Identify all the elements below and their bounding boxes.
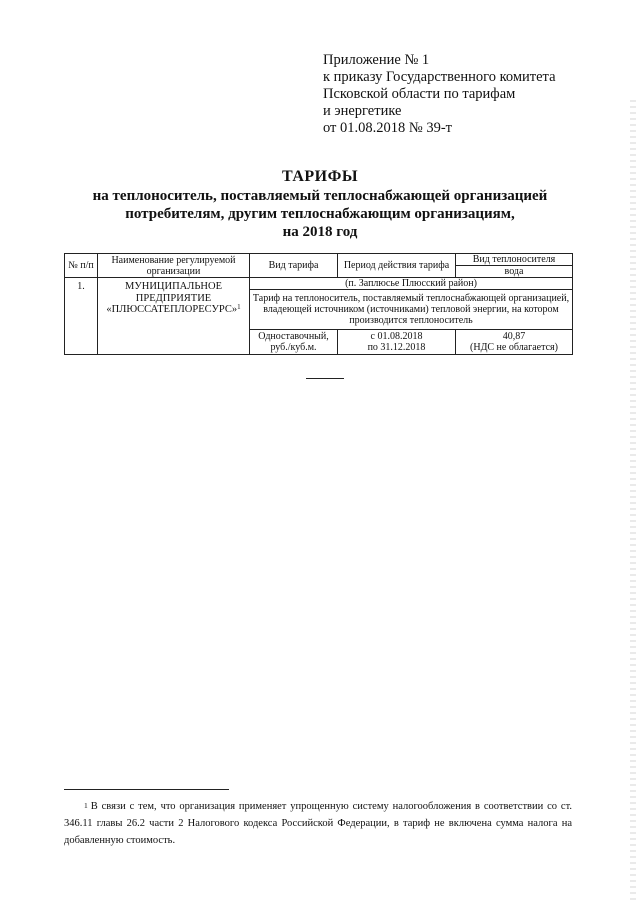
footnote-separator (64, 789, 229, 790)
footnote-number: 1 (84, 801, 88, 810)
org-name-cell (98, 278, 250, 355)
end-separator (306, 378, 344, 379)
tariff-value: 40,87 (502, 331, 526, 342)
subtitle-line: потребителям, другим теплоснабжающим организациям, (125, 206, 515, 222)
period-value (338, 330, 456, 355)
tariff-value-cell (456, 330, 573, 355)
header-num: № п/п (65, 254, 98, 278)
header-period: Период действия тарифа (338, 254, 456, 278)
subtitle-line: на 2018 год (282, 224, 358, 240)
document-title: ТАРИФЫ (281, 168, 359, 185)
header-org: Наименование регулируемой организации (98, 254, 250, 278)
header-carrier: Вид теплоносителя (456, 254, 573, 266)
tariff-type-value: Одноставочный, руб./куб.м. (250, 330, 338, 355)
location: (п. Заплюсье Плюсский район) (250, 278, 573, 290)
org-name: МУНИЦИПАЛЬНОЕ ПРЕДПРИЯТИЕ «ПЛЮССАТЕПЛОРЕСУРС» (106, 281, 238, 315)
tariff-table (64, 253, 573, 355)
period-to: по 31.12.2018 (367, 342, 426, 353)
tariff-description: Тариф на теплоноситель, поставляемый теплоснабжающей организацией, владеющей источником (источниками) тепловой энергии, на котором производится теплоноситель (250, 290, 573, 330)
header-tariff-type: Вид тарифа (250, 254, 338, 278)
appendix-line: от 01.08.2018 № 39-т (323, 120, 453, 136)
appendix-block (323, 52, 613, 137)
footnote-text: В связи с тем, что организация применяет упрощенную систему налогообложения в соответствии со ст. 346.11 главы 26.2 части 2 Налогового кодекса Российской Федерации, в тариф не включена сумма налога на добавленную стоимость. (64, 801, 572, 846)
appendix-line: Приложение № 1 (323, 52, 430, 68)
document-subtitle (0, 187, 640, 241)
vat-note: (НДС не облагается) (470, 342, 558, 353)
subtitle-line: на теплоноситель, поставляемый теплоснабжающей организацией (92, 188, 548, 204)
appendix-line: и энергетике (323, 103, 402, 119)
scan-edge-artifact (630, 100, 636, 900)
header-carrier-value: вода (456, 266, 573, 278)
appendix-line: Псковской области по тарифам (323, 86, 516, 102)
period-from: с 01.08.2018 (370, 331, 423, 342)
footnote (64, 798, 572, 849)
footnote-mark: 1 (237, 303, 241, 311)
row-num: 1. (65, 278, 98, 355)
appendix-line: к приказу Государственного комитета (323, 69, 556, 85)
